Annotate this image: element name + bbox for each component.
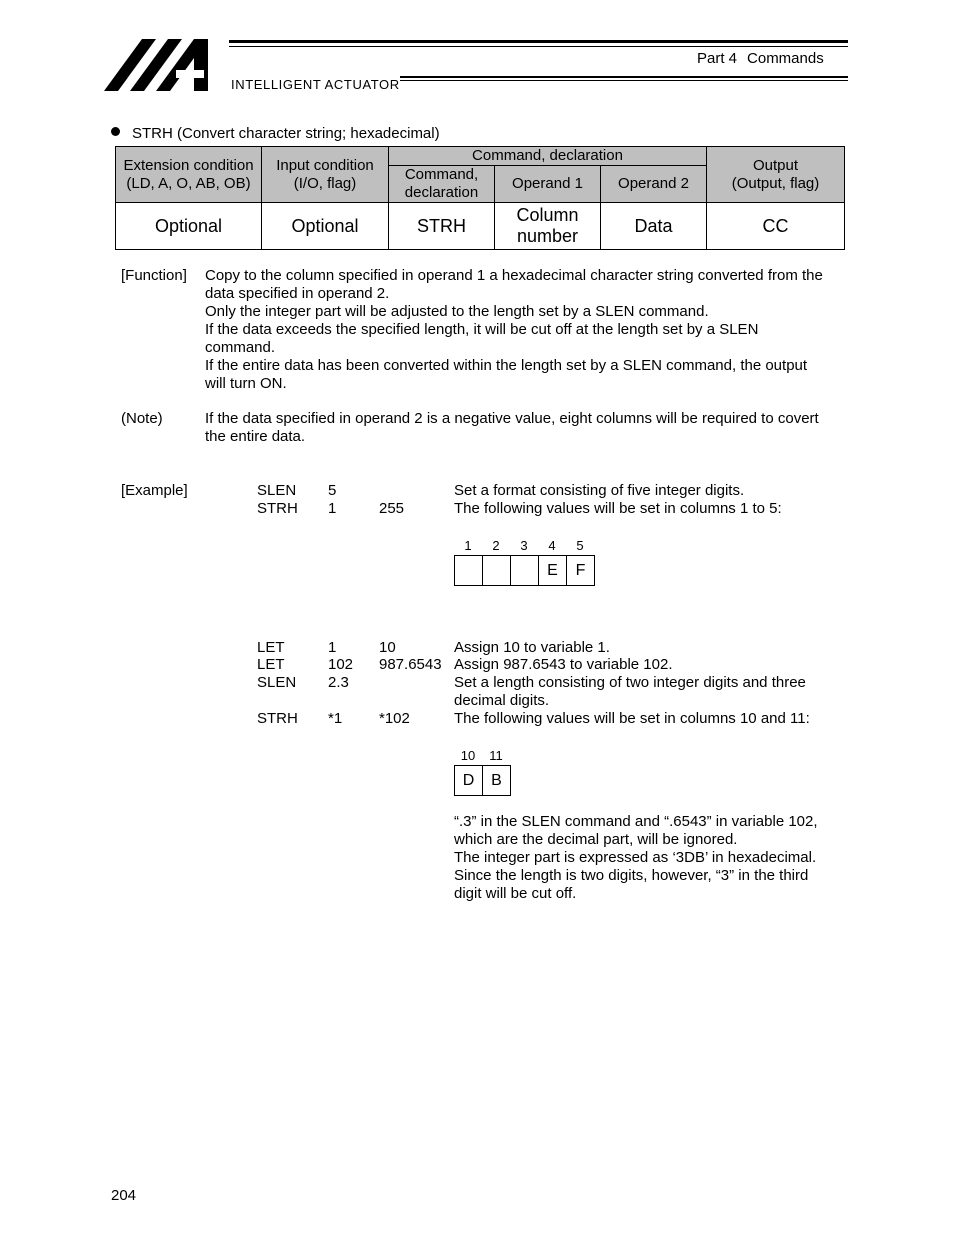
code-comment: Assign 10 to variable 1. xyxy=(454,639,610,656)
code-comment: The following values will be set in columns 10 and 11: xyxy=(454,710,810,727)
header-extension-condition: Extension condition (LD, A, O, AB, OB) xyxy=(116,147,262,203)
column-cell: E xyxy=(538,556,566,585)
header-rule-bottom xyxy=(400,76,848,78)
column-cell: D xyxy=(462,772,475,789)
code-comment: decimal digits. xyxy=(454,692,550,709)
header-input-condition: Input condition (I/O, flag) xyxy=(262,147,389,203)
header-rule-top-thin xyxy=(229,46,848,47)
code-op2: 987.6543 xyxy=(379,656,442,673)
code-cmd: STRH xyxy=(257,500,298,517)
column-cell xyxy=(482,556,510,585)
column-number: 5 xyxy=(576,538,584,553)
code-op1: 102 xyxy=(328,656,354,673)
code-op1: 5 xyxy=(328,482,337,499)
code-op1: *1 xyxy=(328,710,343,727)
header-output: Output (Output, flag) xyxy=(707,147,845,203)
page-number: 204 xyxy=(111,1187,137,1204)
example-label: [Example] xyxy=(121,482,188,499)
note-text: If the data specified in operand 2 is a negative value, eight columns will be required to covert the entire data. xyxy=(205,410,819,445)
code-op1: 1 xyxy=(328,500,337,517)
column-cell: F xyxy=(566,556,594,585)
code-op2: 10 xyxy=(379,639,396,656)
column-cell xyxy=(510,556,538,585)
value-operand-2: Data xyxy=(601,203,707,250)
column-number: 10 xyxy=(460,748,476,763)
column-number: 1 xyxy=(464,538,472,553)
code-comment: Set a length consisting of two integer digits and three xyxy=(454,674,806,691)
value-input-condition: Optional xyxy=(262,203,389,250)
column-number: 4 xyxy=(548,538,556,553)
code-op1: 1 xyxy=(328,639,337,656)
column-cell xyxy=(455,556,482,585)
header-command: Command, declaration xyxy=(389,166,495,203)
code-cmd: SLEN xyxy=(257,674,297,691)
header-rule-bottom-thin xyxy=(400,80,848,81)
value-operand-1: Column number xyxy=(495,203,601,250)
code-op1: 2.3 xyxy=(328,674,349,691)
command-spec-table xyxy=(115,146,845,250)
column-number: 3 xyxy=(520,538,528,553)
code-cmd: LET xyxy=(257,639,285,656)
column-numbers xyxy=(454,538,594,554)
header-operand-1: Operand 1 xyxy=(495,166,601,203)
note-label: (Note) xyxy=(121,410,163,427)
code-cmd: STRH xyxy=(257,710,298,727)
value-output: CC xyxy=(707,203,845,250)
bullet-icon xyxy=(111,127,120,136)
code-comment: The following values will be set in columns 1 to 5: xyxy=(454,500,782,517)
example-explanation: “.3” in the SLEN command and “.6543” in variable 102, which are the decimal part, will be ignored. The integer part is expressed as ‘3DB’ in hexadecimal. Since the length is two digits, however, “3” in the third digit will be cut off. xyxy=(454,813,818,902)
section-label: Part 4 Commands xyxy=(697,50,824,67)
column-number: 11 xyxy=(489,748,503,763)
header-rule-top xyxy=(229,40,848,43)
value-extension-condition: Optional xyxy=(116,203,262,250)
column-numbers xyxy=(454,748,510,764)
value-command: STRH xyxy=(389,203,495,250)
column-boxes xyxy=(454,555,595,586)
column-cell: B xyxy=(482,766,510,795)
code-comment: Assign 987.6543 to variable 102. xyxy=(454,656,673,673)
column-number: 2 xyxy=(492,538,500,553)
code-comment: Set a format consisting of five integer digits. xyxy=(454,482,745,499)
function-label: [Function] xyxy=(121,267,187,284)
header-command-group: Command, declaration xyxy=(389,147,707,166)
code-cmd: LET xyxy=(257,656,285,673)
iai-logo xyxy=(104,38,230,92)
brand-name: INTELLIGENT ACTUATOR xyxy=(231,77,400,92)
header-operand-2: Operand 2 xyxy=(601,166,707,203)
code-op2: *102 xyxy=(379,710,410,727)
function-text: Copy to the column specified in operand 1 a hexadecimal character string converted from the data specified in operand 2. Only the integer part will be adjusted to the length set by a SLEN command. If the data exceeds the specified length, it will be cut off at the length set by a SLEN command. If the entire data has been converted within the length set by a SLEN command, the output will turn ON. xyxy=(205,267,823,392)
code-op2: 255 xyxy=(379,500,405,517)
command-title: STRH (Convert character string; hexadecimal) xyxy=(132,125,440,142)
column-boxes xyxy=(454,765,511,796)
code-cmd: SLEN xyxy=(257,482,297,499)
